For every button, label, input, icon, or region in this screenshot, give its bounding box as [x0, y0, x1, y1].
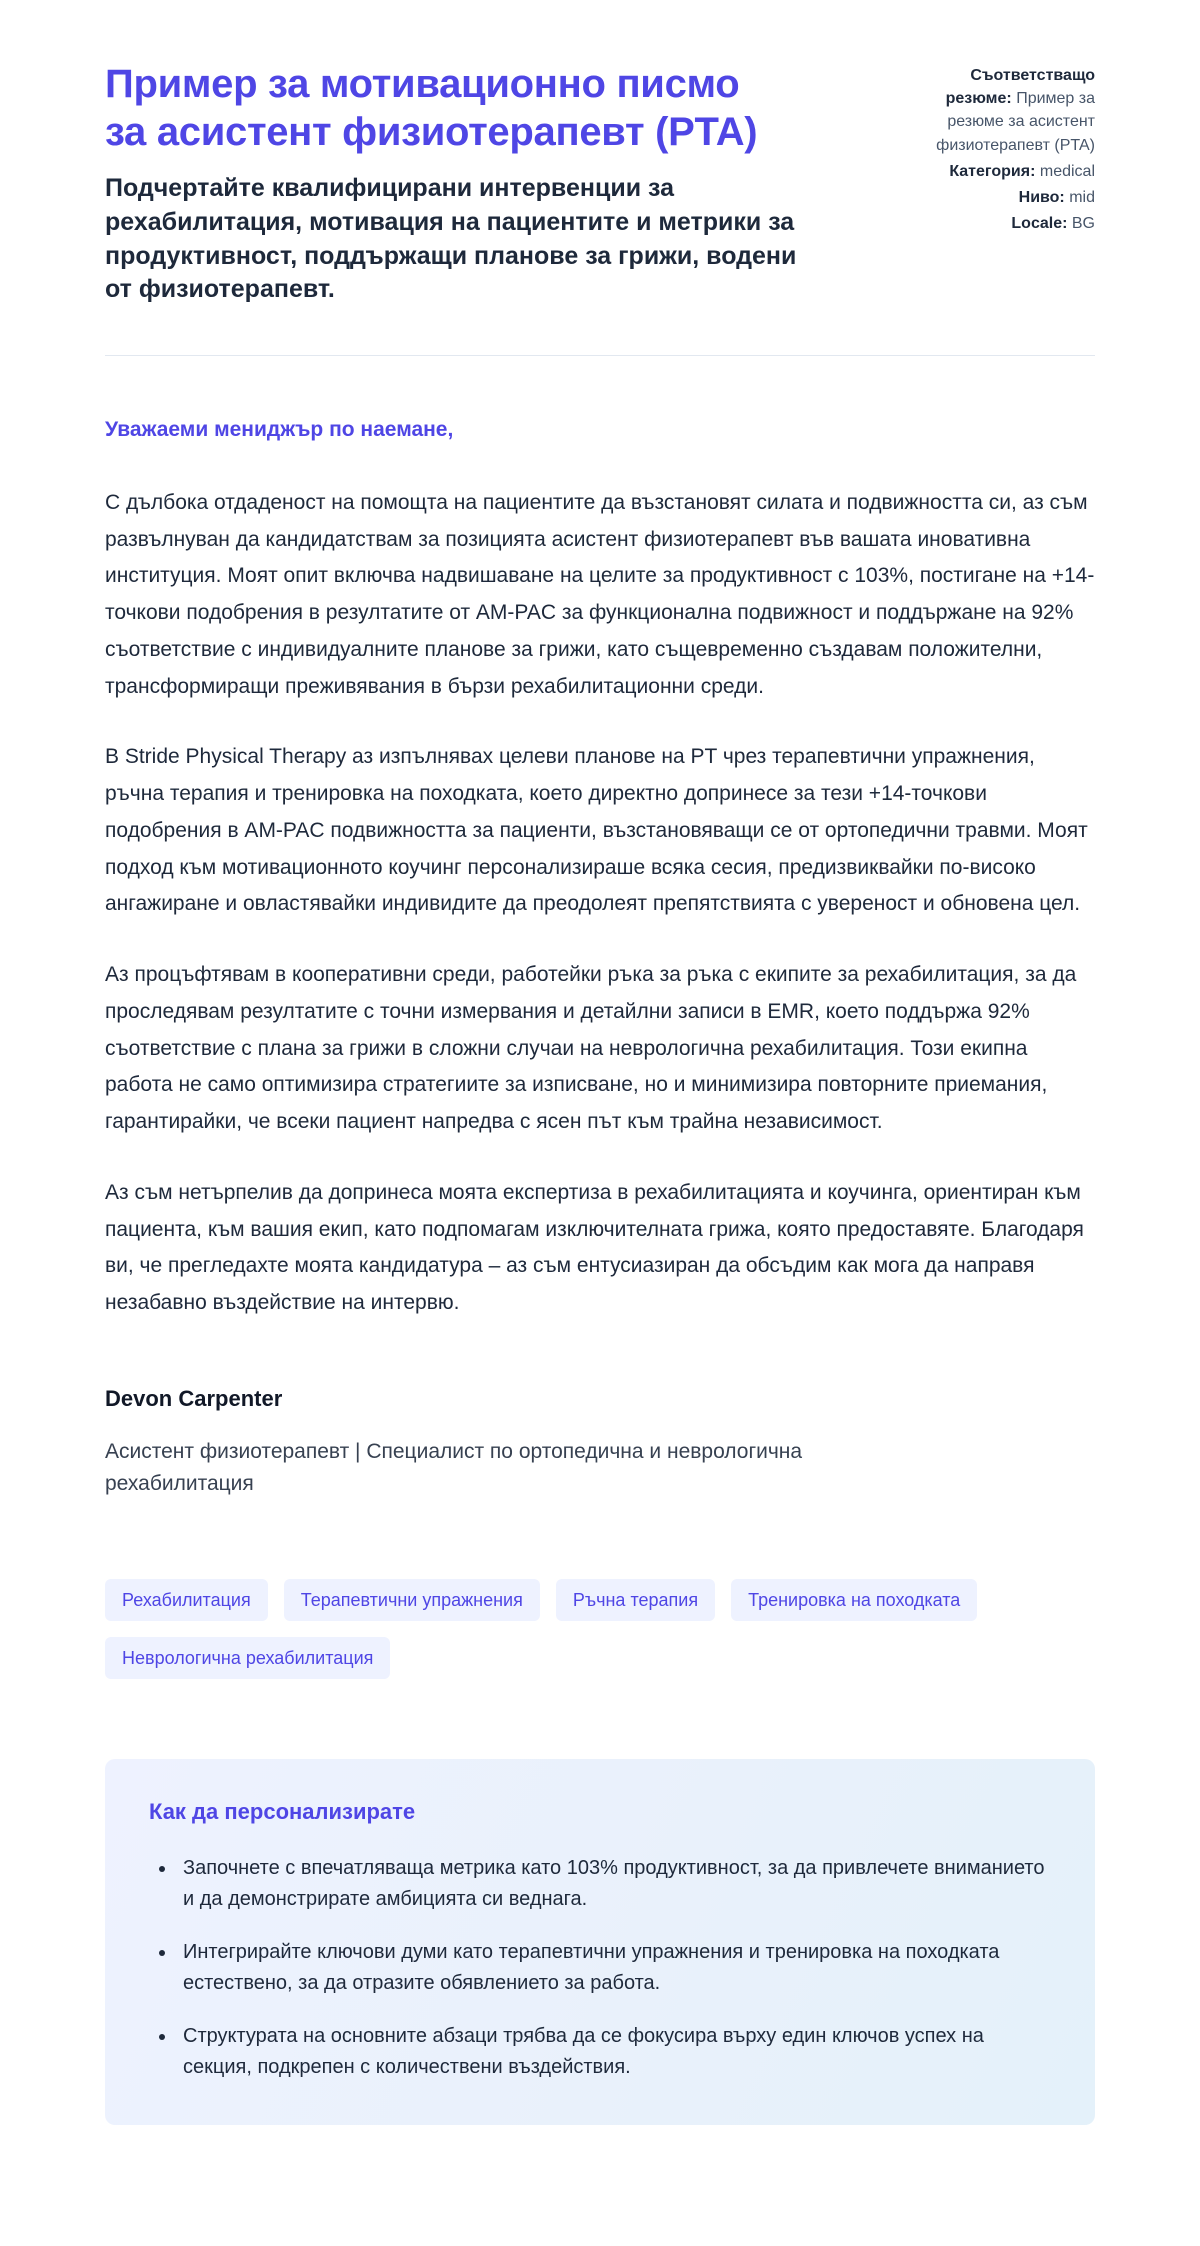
tag-manual-therapy[interactable]: Ръчна терапия	[556, 1579, 715, 1621]
meta-value: medical	[1039, 162, 1095, 180]
letter-greeting: Уважаеми мениджър по наемане,	[105, 418, 454, 441]
letter-paragraph: С дълбока отдаденост на помощта на пациентите да възстановят силата и подвижността си, аз съм развълнуван да кандидатствам за позицията асистент физиотерапевт във вашата иновативна институция. Моят опит включва надвишаване на целите за продуктивност с 103%, постигане на +14-точкови подобрения в резултатите от AM-PAC за функционална подвижност и поддържане на 92% съответствие с индивидуалните планове за грижи, като същевременно създавам положителни, трансформиращи преживявания в бързи рехабилитационни среди.	[105, 490, 1095, 698]
letter-paragraph: В Stride Physical Therapy аз изпълнявах целеви планове на PT чрез терапевтични упражнения, ръчна терапия и тренировка на походката, което директно допринесе за тези +14-точкови подобрения в AM-PAC подвижността за пациенти, възстановяващи се от ортопедични травми. Моят подход към мотивационното коучинг персонализираше всяка сесия, предизвиквайки по-високо ангажиране и овластявайки индивидите да преодолеят препятствията с увереност и обновена цел.	[105, 745, 1088, 916]
meta-item-category	[900, 160, 1095, 183]
tips-title: Как да персонализирате	[149, 1799, 416, 1825]
page-subtitle: Подчертайте квалифицирани интервенции за рехабилитация, мотивация на пациентите и метрики за продуктивност, поддържащи планове за грижи, водени от физиотерапевт.	[105, 174, 797, 304]
meta-item-level	[900, 186, 1095, 209]
header	[105, 60, 1095, 307]
meta-label: Съответстващо резюме:	[945, 67, 1095, 108]
header-left	[105, 60, 864, 307]
meta-value: Пример за резюме за асистент физиотерапевт (PTA)	[936, 90, 1095, 154]
signature-role: Асистент физиотерапевт | Специалист по ортопедична и неврологична рехабилитация	[105, 1440, 803, 1495]
meta-item-matching-resume	[900, 64, 1095, 157]
meta-item-locale	[900, 212, 1095, 235]
meta-label: Ниво:	[1018, 188, 1065, 206]
tip-item: • Започнете с впечатляваща метрика като 103% продуктивност, за да привлечете вниманието и да демонстрирате амбицията си веднага.	[177, 1853, 1051, 1915]
tag-rehabilitation[interactable]: Рехабилитация	[105, 1579, 268, 1621]
tag-therapeutic-exercises[interactable]: Терапевтични упражнения	[284, 1579, 540, 1621]
tags-list	[105, 1579, 1095, 1679]
tips-box	[105, 1759, 1095, 2125]
tag-neurological-rehabilitation[interactable]: Неврологична рехабилитация	[105, 1637, 390, 1679]
header-divider	[105, 355, 1095, 356]
tip-item: • Структурата на основните абзаци трябва да се фокусира върху един ключов успех на секция, подкрепен с количествени въздействия.	[177, 2021, 1051, 2083]
meta-value: BG	[1071, 215, 1095, 233]
meta-panel	[900, 60, 1095, 307]
letter-body	[105, 412, 1095, 1499]
meta-value: mid	[1069, 188, 1095, 206]
page	[105, 0, 1095, 2195]
letter-paragraph: Аз съм нетърпелив да допринеса моята експертиза в рехабилитацията и коучинга, ориентиран към пациента, към вашия екип, като подпомагам изключителната грижа, която предоставяте. Благодаря ви, че прегледахте моята кандидатура – аз съм ентусиазиран да обсъдим как мога да направя незабавно въздействие на интервю.	[105, 1180, 1084, 1314]
meta-label: Категория:	[949, 162, 1036, 180]
meta-label: Locale:	[1011, 215, 1068, 233]
tag-gait-training[interactable]: Тренировка на походката	[731, 1579, 977, 1621]
page-title: Пример за мотивационно писмо за асистент физиотерапевт (PTA)	[105, 62, 758, 154]
letter-paragraph: Аз процъфтявам в кооперативни среди, работейки ръка за ръка с екипите за рехабилитация, за да проследявам резултатите с точни измервания и детайлни записи в EMR, което поддържа 92% съответствие с плана за грижи в сложни случаи на неврологична рехабилитация. Този екипна работа не само оптимизира стратегиите за изписване, но и минимизира повторните приемания, гарантирайки, че всеки пациент напредва с ясен път към трайна независимост.	[105, 963, 1077, 1133]
signature-name: Devon Carpenter	[105, 1385, 283, 1411]
tip-item: • Интегрирайте ключови думи като терапевтични упражнения и тренировка на походката естествено, за да отразите обявлението за работа.	[177, 1937, 1051, 1999]
tips-list	[149, 1853, 1051, 2083]
